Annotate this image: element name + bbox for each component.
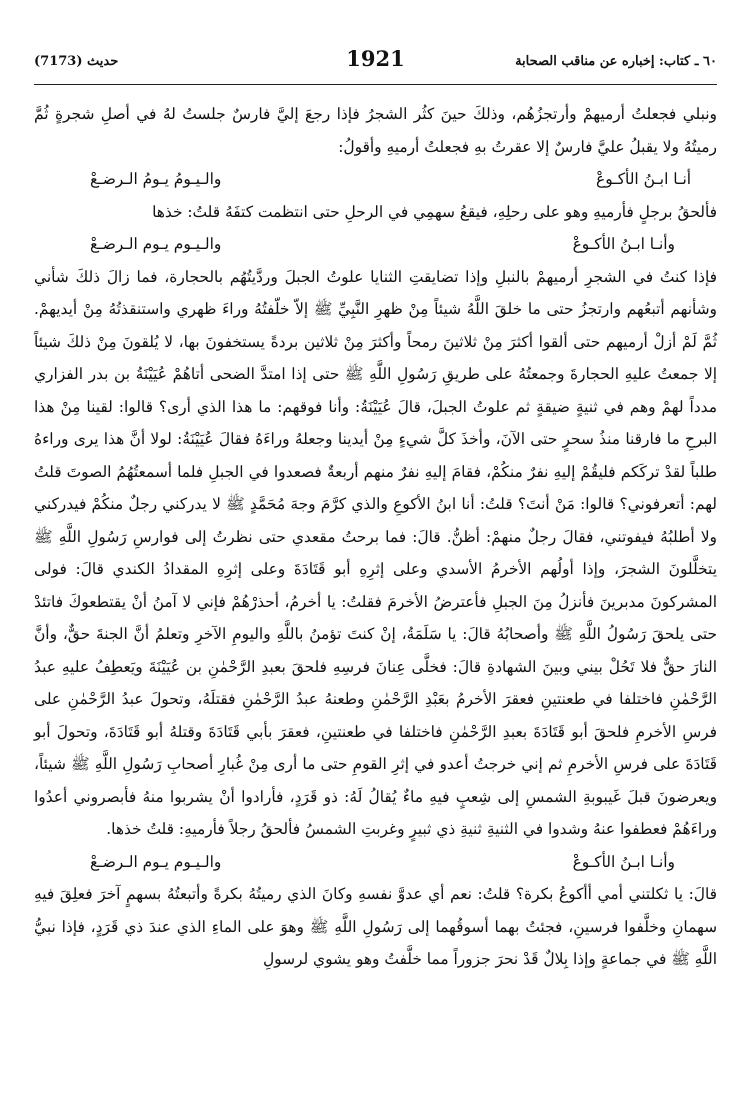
verse-3-hemistich-b: والـيـوم يـوم الـرضـعْ [90,852,222,871]
verse-1-hemistich-a: أنـا ابـنُ الأكـوعْ [596,170,691,188]
verse-2-hemistich-b: والـيـوم يـوم الـرضـعْ [90,235,222,253]
hadith-number: حديث (7173) [34,54,119,69]
verse-line-3 [34,846,717,879]
verse-1-hemistich-b: والـيـومُ يـومُ الـرضـعْ [90,170,222,188]
paragraph-2: فألحقُ برجلٍ فأرميهِ وهو على رحلِهِ، فيقعُ سهمِي في الرحلِ حتى انتظمت كتفَهُ قلتُ: خذها [152,202,717,221]
page-header [34,44,717,84]
verse-line-2 [34,228,717,261]
verse-3-hemistich-a: وأنـا ابـنُ الأكـوعْ [572,852,675,871]
paragraph-4: قالَ: يا ثكلتني أمي أأكوعُ بكرة؟ قلتُ: نعم أي عدوَّ نفسهِ وكانَ الذي رميتُهُ بكرةً وأتبعتُهُ بسهمٍ آخرَ فعلِقَ فيهِ سهمانِ وخلَّفوا فرسينِ، فجئتُ بهما أسوقُهما إلى رَسُولِ اللَّهِ ﷺ وهوَ على الماءِ الذي عندَ ذي قَرَدٍ، فإذا نبيُّ اللَّهِ ﷺ في جماعةٍ وإذا بِلالٌ قَدْ نحرَ جزوراً مما خلَّفتُ وهو يشوي لرسولِ [34,885,717,968]
header-rule [34,84,717,85]
verse-line-1 [34,163,717,196]
page-number: 1921 [346,46,405,71]
paragraph-1: ونبلي فجعلتُ أرميهمْ وأرتجزُهُم، وذلكَ حينَ كثُر الشجرُ فإذا رجعَ إليَّ فارسٌ جلستُ لهُ في أصلِ شجرةٍ ثُمَّ رميتُهُ ولا يقبلُ عليَّ فارسٌ إلا عقرتُ بهِ فجعلتُ أرميهِ وأقولُ: [34,105,717,156]
chapter-title: ٦٠ ـ كتاب: إخباره عن مناقب الصحابة [515,54,717,69]
verse-2-hemistich-a: وأنـا ابـنُ الأكـوعْ [572,235,675,253]
paragraph-3: فإذا كنتُ في الشجرِ أرميهمْ بالنبلِ وإذا تضايقتِ الثنايا علوتُ الجبلَ وردَّيتُهُم بالحجارة، فما زالَ ذلكَ شأني وشأنهم أتبعُهم وارتجزُ حتى ما خلقَ اللَّهُ شيئاً مِنْ ظهرِ النَّبِيِّ ﷺ إلاّ خلّفتُهُ وراءَ ظهري واستنقذتُهُ مِنْ أيديهمْ. ثُمَّ لَمْ أزلْ أرميهم حتى ألقوا أكثرَ مِنْ ثلاثينَ رمحاً وأكثرَ مِنْ ثلاثين بردةً يستخفونَ بها، لا يُلقونَ مِنْ ذلكَ شيئاً إلا جمعتُ عليهِ الحجارةَ وجمعتُهُ على طريقِ رَسُولِ اللَّهِ ﷺ حتى إذا امتدَّ الضحى أتاهُمْ عُيَيْنَةُ بن بدر الفزاري مدداً لهمْ وهم في ثنيةٍ ضيقةٍ ثم علوتُ الجبلَ، قالَ عُيَيْنَةُ: وأنا فوقهم: ما هذا الذي أرى؟ قالوا: لقينا مِنْ هذا البرحِ ما فارقنا منذُ سحرٍ حتى الآنَ، وأخذَ كلَّ شيءٍ مِنْ أيدينا وجعلهُ وراءَهُ فقالَ عُيَيْنَةُ: لولا أنَّ هذا يرى وراءهُ طلباً لقدْ تركَكم فليقُمْ إليهِ نفرٌ منكُمْ، فقامَ إليهِ نفرٌ منهم أربعةٌ فصعدوا في الجبلِ فلما أسمعتُهُمُ الصوتَ قلتُ لهم: أتعرفوني؟ قالوا: مَنْ أنتَ؟ قلتُ: أنا ابنُ الأكوعِ والذي كرَّمَ وجهَ مُحَمَّدٍ ﷺ لا يدركني رجلٌ منكُمْ فيدركني ولا أطلبُهُ فيفوتني، فقالَ رجلٌ منهمْ: أظنُّ. قالَ: فما برحتُ مقعدي حتى نظرتُ إلى فوارسِ رَسُولِ اللَّهِ ﷺ يتخلَّلونَ الشجرَ، وإذا أولُهم الأخرمُ الأسدي وعلى إثرِهِ أبو قَتَادَةَ وعلى إثرِهِ المقدادُ الكندي قالَ: فولى المشركونَ مدبرينَ فأنزلُ مِنَ الجبلِ فأعترضُ الأخرمَ فقلتُ: يا أخرمُ، أحذرْهُمْ فإني لا آمنُ أنْ يقتطعوكَ فاتئدْ حتى يلحقَ رَسُولُ اللَّهِ ﷺ وأصحابُهُ قالَ: يا سَلَمَةُ، إنْ كنتَ تؤمنُ باللَّهِ واليومِ الآخرِ وتعلمُ أنَّ الجنةَ حقٌّ، وأنَّ النارَ حقٌّ فلا تَحُلْ بيني وبينَ الشهادةِ قالَ: فخلَّى عِنانَ فرسِهِ فلحقَ بعبدِ الرَّحْمٰنِ بن عُيَيْنَةَ ويَعطِفُ عليهِ عبدُ الرَّحْمٰنِ فاختلفا في طعنتينِ فعقرَ الأخرمُ بعَبْدِ الرَّحْمٰنِ وطعنهُ عبدُ الرَّحْمٰنِ فقتلَهُ، وتحولَ عبدُ الرَّحْمٰنِ على فرسِ الأخرمِ فلحقَ أبو قَتَادَةَ بعبدِ الرَّحْمٰنِ فاختلفا في طعنتينِ، فعقرَ بأبي قَتَادَةَ وقتلهُ أبو قَتَادَةَ، وتحولَ أبو قَتَادَةَ على فرسِ الأخرمِ ثم إني خرجتُ أعدو في إثرِ القومِ حتى ما أرى مِنْ غُبارِ أصحابِ رَسُولِ اللَّهِ ﷺ شيئاً، ويعرضونَ قبلَ غَيبوبةِ الشمسِ إلى شِعبٍ فيهِ ماءٌ يُقالُ لَهُ: ذو قَرَدٍ، فأرادوا أنْ يشربوا منهُ فأبصروني أعدُوا وراءَهُمْ فعطفوا عنهُ وشدوا في الثنيةِ ثنيةِ ذي ثبيرٍ وغربتِ الشمسُ فألحقُ رجلاً فأرميهِ: قلتُ خذها. [34,267,717,838]
text-body [34,98,717,976]
